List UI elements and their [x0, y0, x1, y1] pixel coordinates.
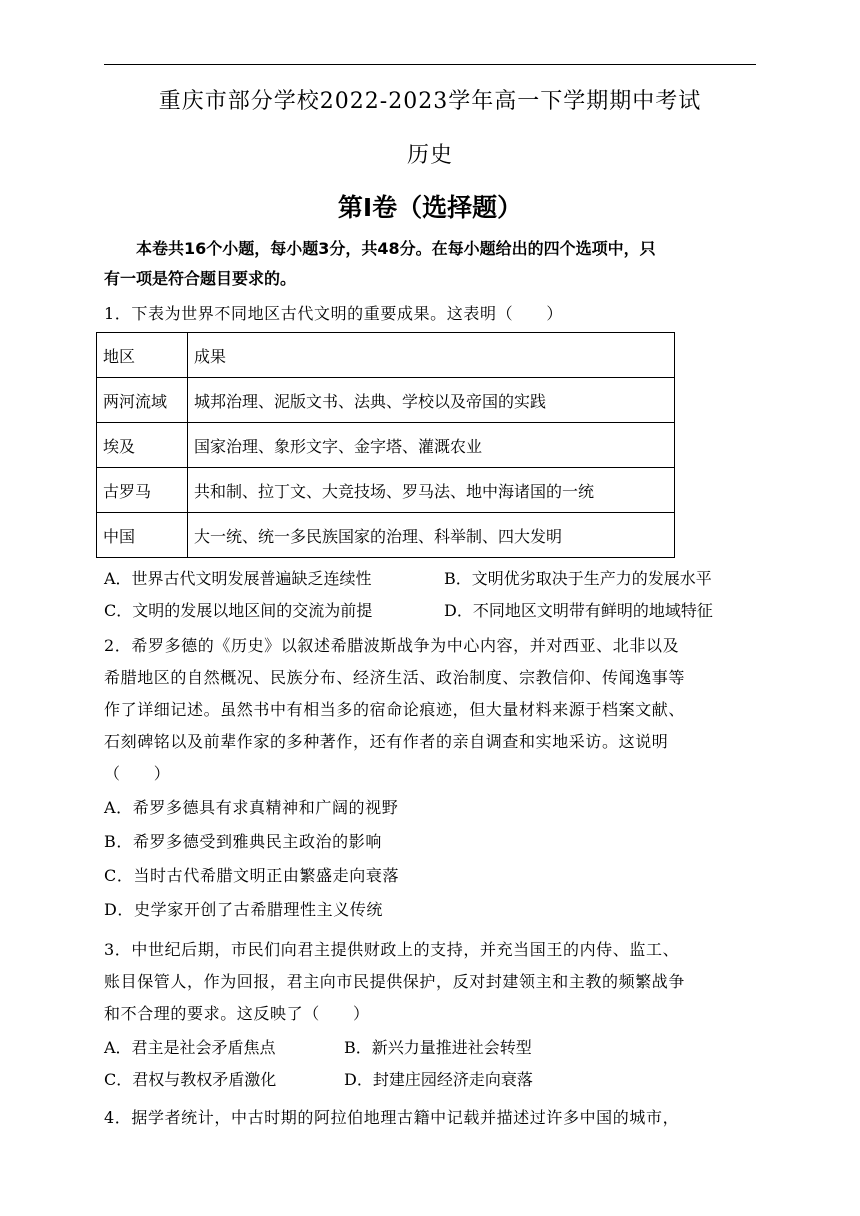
question-3-line: 3．中世纪后期，市民们向君主提供财政上的支持，并充当国王的内侍、监工、	[104, 940, 680, 959]
question-2	[104, 630, 756, 926]
option-d: D．史学家开创了古希腊理性主义传统	[104, 900, 384, 919]
question-4	[104, 1102, 756, 1134]
option-a: A．希罗多德具有求真精神和广阔的视野	[104, 798, 399, 817]
option-b: B．文明优劣取决于生产力的发展水平	[444, 569, 712, 588]
instructions-line-2: 有一项是符合题目要求的。	[104, 269, 297, 288]
table-header-region: 地区	[97, 333, 188, 378]
table-row	[97, 513, 675, 558]
table-cell-region: 埃及	[97, 423, 188, 468]
table-cell-achievement: 城邦治理、泥版文书、法典、学校以及帝国的实践	[188, 378, 675, 423]
question-2-line: 希腊地区的自然概况、民族分布、经济生活、政治制度、宗教信仰、传闻逸事等	[104, 668, 686, 687]
option-d: D．不同地区文明带有鲜明的地域特征	[444, 601, 713, 620]
option-b: B．希罗多德受到雅典民主政治的影响	[104, 832, 382, 851]
option-a: A．君主是社会矛盾焦点	[104, 1038, 276, 1057]
option-c: C．君权与教权矛盾激化	[104, 1070, 277, 1089]
instructions	[104, 234, 756, 294]
option-c: C．当时古代希腊文明正由繁盛走向衰落	[104, 866, 400, 885]
question-3	[104, 934, 756, 1030]
question-2-line: 石刻碑铭以及前辈作家的多种著作，还有作者的亲自调查和实地采访。这说明	[104, 732, 669, 751]
table-row	[97, 333, 675, 378]
exam-title: 重庆市部分学校2022-2023学年高一下学期期中考试	[158, 89, 702, 114]
question-1-table	[96, 332, 675, 558]
table-cell-region: 两河流域	[97, 378, 188, 423]
instructions-line-1: 本卷共16个小题，每小题3分，共48分。在每小题给出的四个选项中，只	[136, 239, 656, 258]
table-cell-achievement: 共和制、拉丁文、大竞技场、罗马法、地中海诸国的一统	[188, 468, 675, 513]
question-3-line: 账目保管人，作为回报，君主向市民提供保护，反对封建领主和主教的频繁战争	[104, 972, 686, 991]
table-header-achievement: 成果	[188, 333, 675, 378]
question-3-line: 和不合理的要求。这反映了（ ）	[104, 1004, 370, 1023]
header-rule	[104, 64, 756, 65]
table-cell-region: 古罗马	[97, 468, 188, 513]
question-2-line: 2．希罗多德的《历史》以叙述希腊波斯战争为中心内容，并对西亚、北非以及	[104, 636, 680, 655]
question-2-line: 作了详细记述。虽然书中有相当多的宿命论痕迹，但大量材料来源于档案文献、	[104, 700, 686, 719]
option-c: C．文明的发展以地区间的交流为前提	[104, 601, 373, 620]
table-row	[97, 468, 675, 513]
section-title: 第Ⅰ卷（选择题）	[337, 193, 523, 222]
option-a: A．世界古代文明发展普遍缺乏连续性	[104, 569, 372, 588]
question-3-options	[104, 1032, 764, 1096]
question-1-stem: 1．下表为世界不同地区古代文明的重要成果。这表明（ ）	[104, 304, 563, 323]
question-4-line: 4．据学者统计，中古时期的阿拉伯地理古籍中记载并描述过许多中国的城市，	[104, 1108, 680, 1127]
table-cell-achievement: 国家治理、象形文字、金字塔、灌溉农业	[188, 423, 675, 468]
question-1-options	[104, 563, 764, 627]
table-row	[97, 378, 675, 423]
option-d: D．封建庄园经济走向衰落	[344, 1070, 533, 1089]
question-2-line: （ ）	[104, 764, 171, 783]
table-cell-region: 中国	[97, 513, 188, 558]
table-row	[97, 423, 675, 468]
option-b: B．新兴力量推进社会转型	[344, 1038, 532, 1057]
subject-title: 历史	[406, 143, 453, 168]
table-cell-achievement: 大一统、统一多民族国家的治理、科举制、四大发明	[188, 513, 675, 558]
